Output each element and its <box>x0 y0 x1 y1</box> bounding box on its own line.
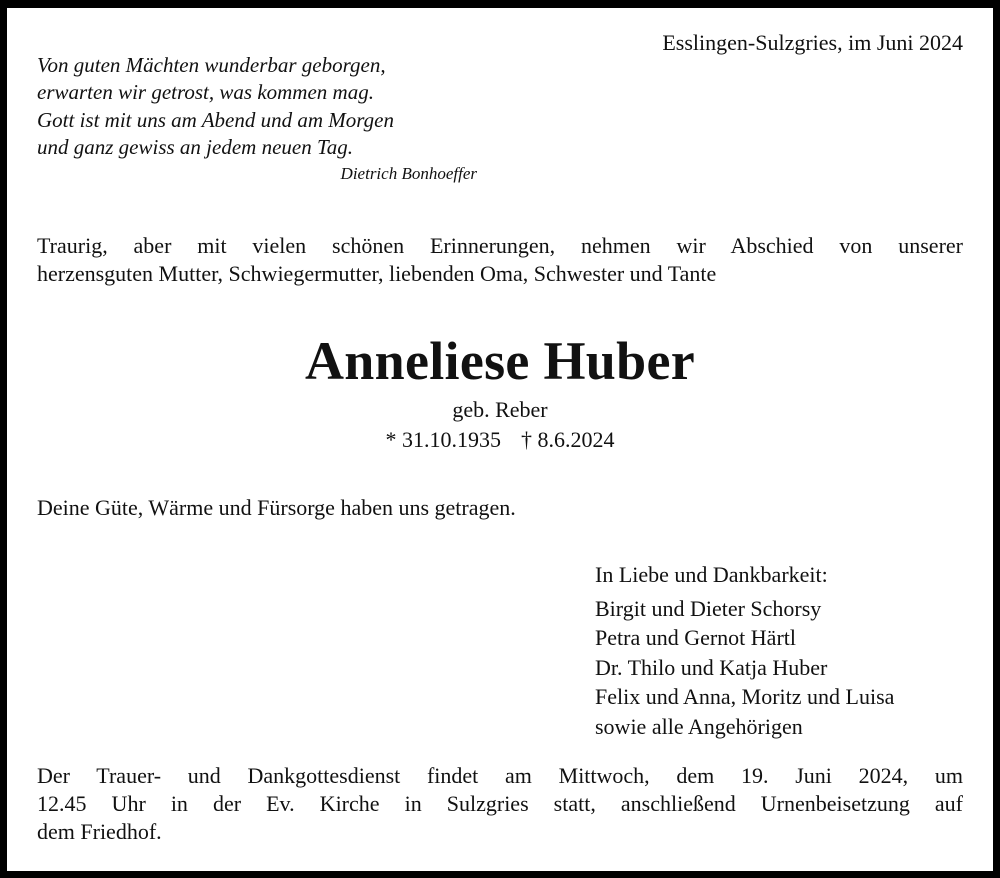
family-heading: In Liebe und Dankbarkeit: <box>595 562 828 587</box>
deceased-details <box>0 395 1000 455</box>
family-member: sowie alle Angehörigen <box>595 713 803 739</box>
family-member: Felix und Anna, Moritz und Luisa <box>595 684 895 709</box>
quote-line: erwarten wir getrost, was kommen mag. <box>37 80 374 105</box>
service-line: Der Trauer- und Dankgottesdienst findet am Mittwoch, dem 19. Juni 2024, um <box>37 763 963 788</box>
family-member: Birgit und Dieter Schorsy <box>595 595 822 621</box>
family-member: Dr. Thilo und Katja Huber <box>595 654 828 680</box>
family-signatures <box>595 560 894 741</box>
quote-line: und ganz gewiss an jedem neuen Tag. <box>37 134 353 159</box>
tribute-text: Deine Güte, Wärme und Fürsorge haben uns getragen. <box>37 495 516 520</box>
service-paragraph <box>37 762 963 846</box>
quote-line: Von guten Mächten wunderbar geborgen, <box>37 53 386 77</box>
service-line: dem Friedhof. <box>37 819 162 844</box>
birth-date: * 31.10.1935 <box>385 427 501 452</box>
quote-author: Dietrich Bonhoeffer <box>340 164 477 184</box>
intro-paragraph <box>37 232 963 288</box>
place-date: Esslingen-Sulzgries, im Juni 2024 <box>662 30 963 55</box>
quote-line: Gott ist mit uns am Abend und am Morgen <box>37 107 394 132</box>
bonhoeffer-quote <box>37 52 477 187</box>
death-date: † 8.6.2024 <box>521 427 615 452</box>
life-dates <box>0 425 1000 455</box>
birth-name: geb. Reber <box>452 397 548 422</box>
deceased-name: Anneliese Huber <box>305 331 695 391</box>
intro-line: herzensguten Mutter, Schwiegermutter, liebenden Oma, Schwester und Tante <box>37 261 717 286</box>
service-line: 12.45 Uhr in der Ev. Kirche in Sulzgries statt, anschließend Urnenbeisetzung auf <box>37 791 963 816</box>
intro-line: Traurig, aber mit vielen schönen Erinnerungen, nehmen wir Abschied von unserer <box>37 233 963 258</box>
family-member: Petra und Gernot Härtl <box>595 625 796 650</box>
